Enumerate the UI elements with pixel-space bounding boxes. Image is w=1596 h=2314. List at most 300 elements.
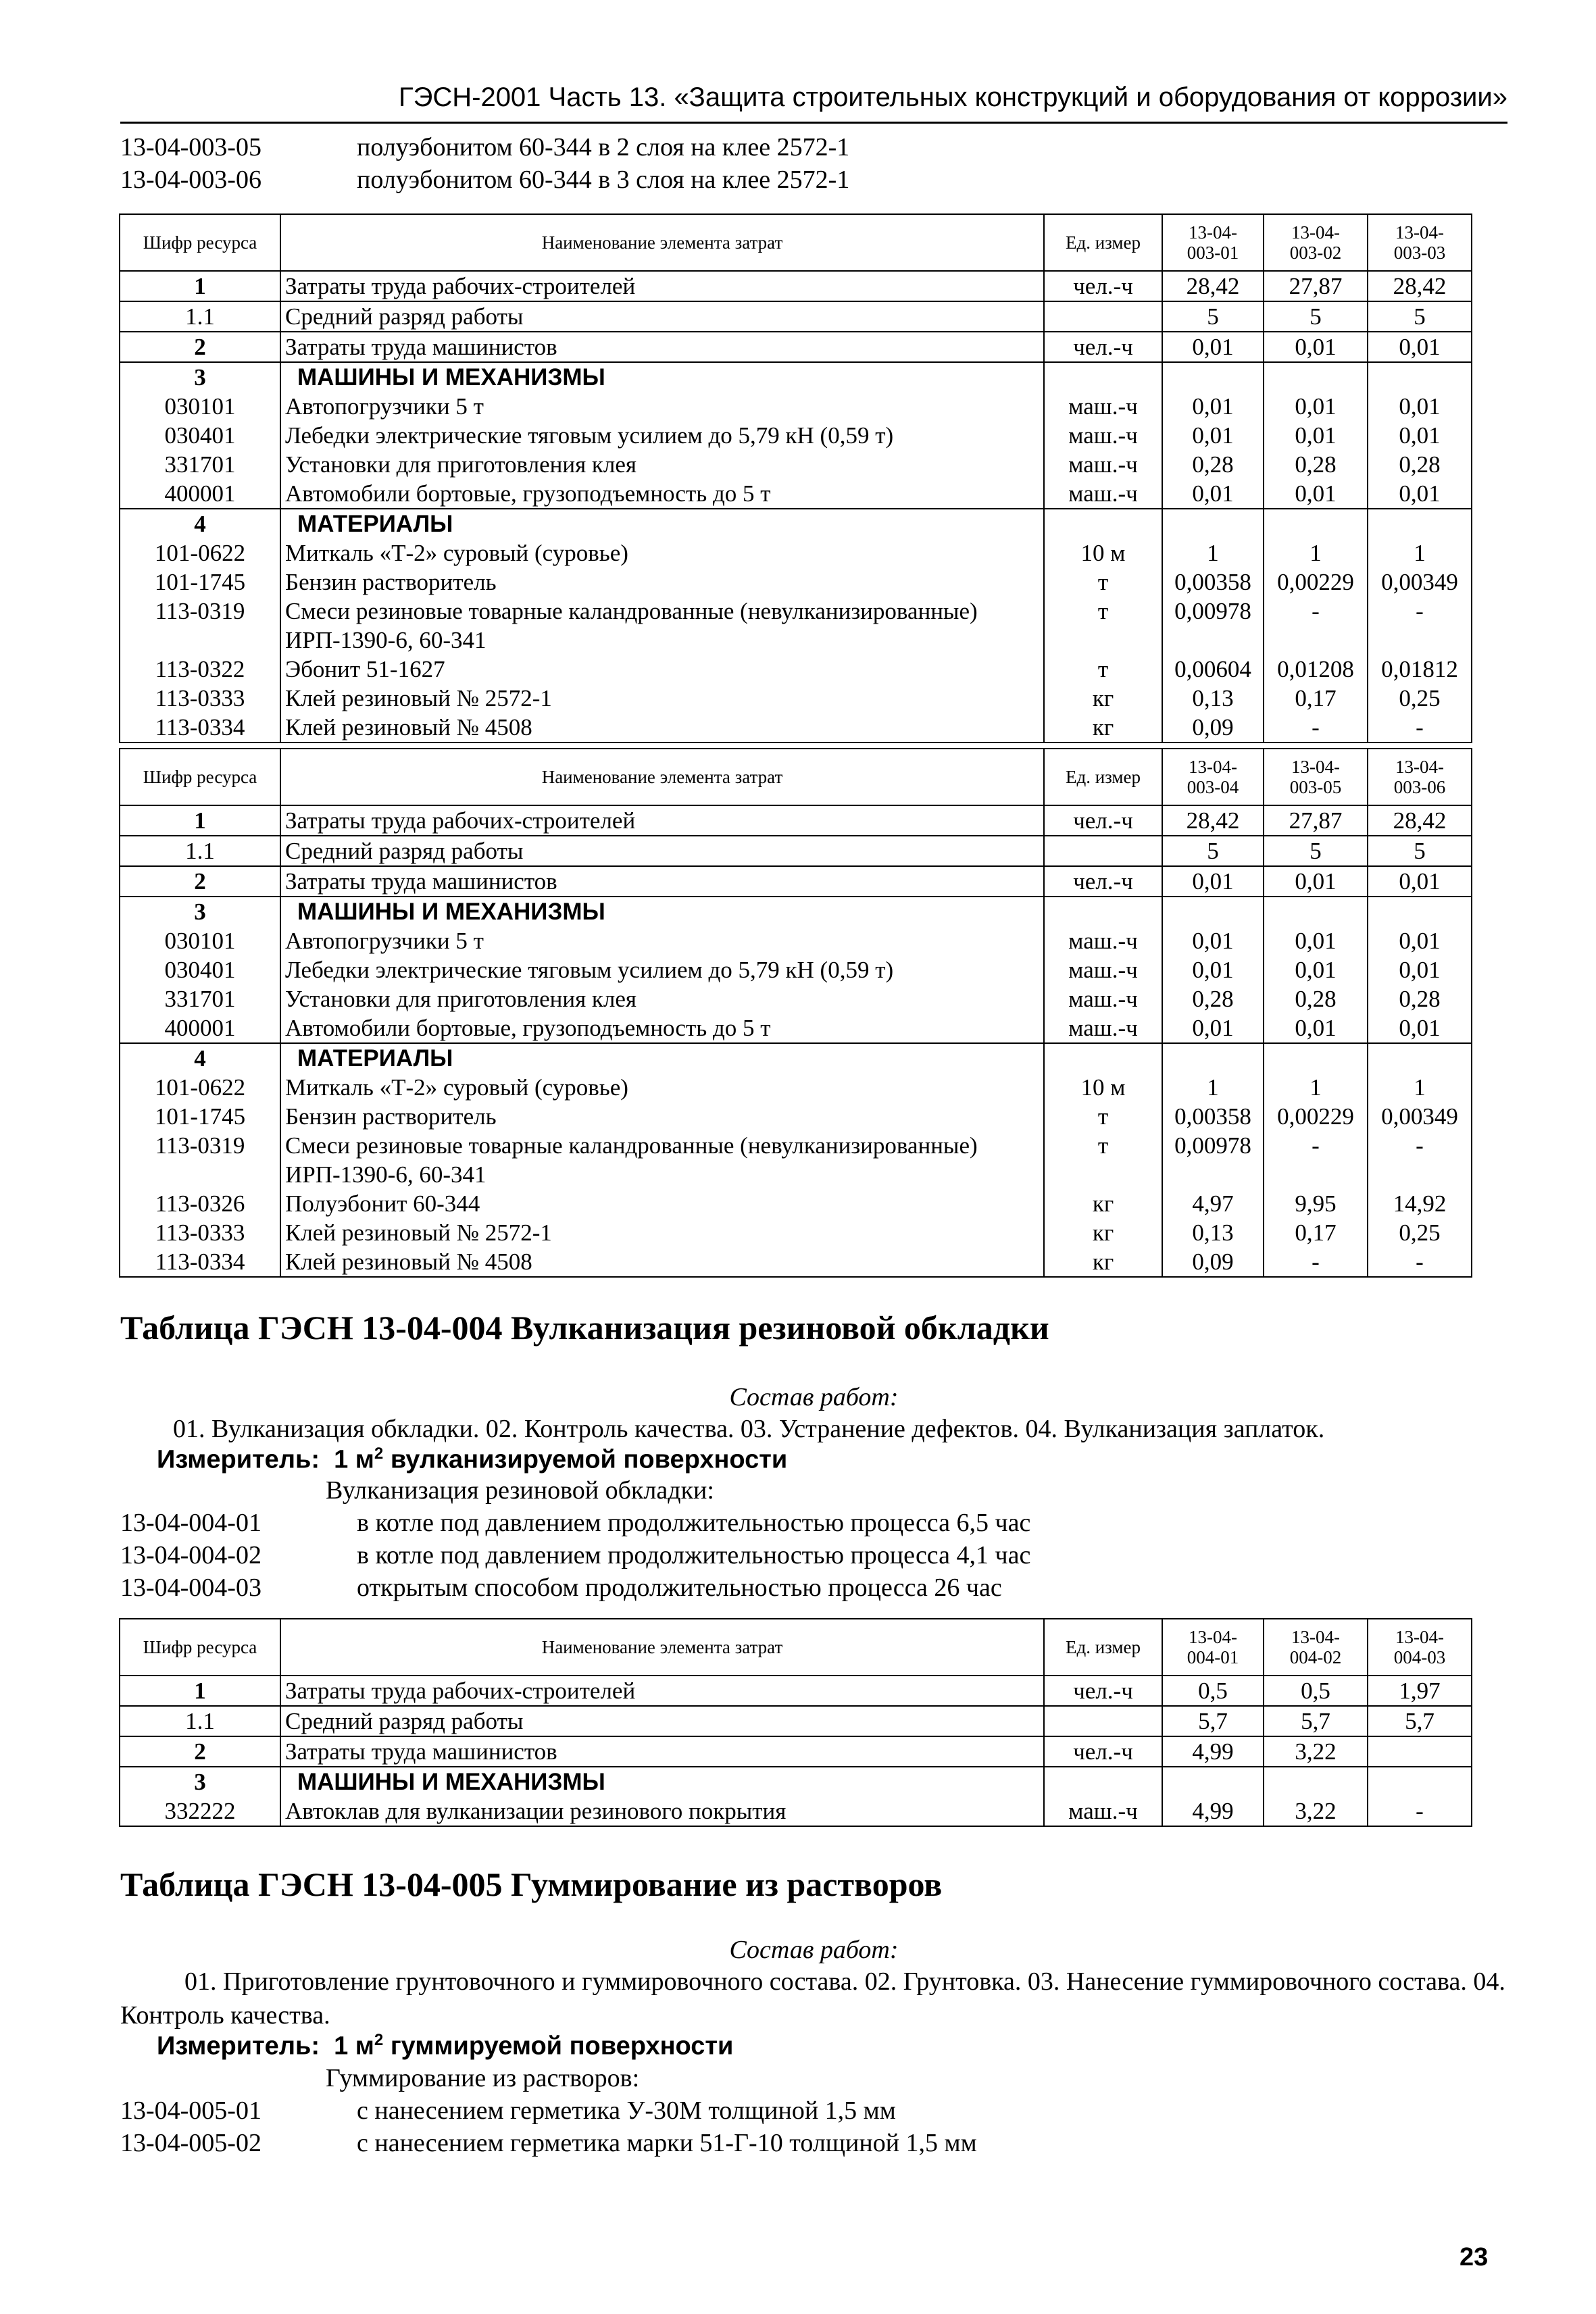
cell-value-2: 0,5 xyxy=(1264,1676,1368,1706)
cell-code: 113-0326 xyxy=(120,1189,280,1218)
cell-unit: чел.-ч xyxy=(1044,1736,1162,1767)
cell-code: 113-0334 xyxy=(120,1247,280,1277)
code-line-004 xyxy=(120,1540,1030,1570)
cell-value-1: 5 xyxy=(1162,301,1264,332)
cell-value-1: 0,01 xyxy=(1162,955,1264,984)
cell-code: 4 xyxy=(120,509,280,538)
cell-name: Автомобили бортовые, грузоподъемность до 5 т xyxy=(280,479,1044,509)
cell-code: 331701 xyxy=(120,984,280,1013)
resource-code: 13-04-003-05 xyxy=(120,133,261,161)
cell-value-3: 0,01 xyxy=(1368,926,1472,955)
table-row xyxy=(120,421,1472,450)
cell-name: Затраты труда машинистов xyxy=(280,866,1044,897)
composition-text-004: 01. Вулканизация обкладки. 02. Контроль качества. 03. Устранение дефектов. 04. Вулканизация заплаток. xyxy=(173,1415,1325,1443)
cell-value-1 xyxy=(1162,1767,1264,1796)
table-row xyxy=(120,713,1472,743)
cell-value-3: - xyxy=(1368,1247,1472,1277)
cell-value-2 xyxy=(1264,1160,1368,1189)
cell-unit: маш.-ч xyxy=(1044,479,1162,509)
table-row xyxy=(120,655,1472,684)
cell-value-3: 0,25 xyxy=(1368,1218,1472,1247)
cell-unit: кг xyxy=(1044,713,1162,743)
cell-value-2: 1 xyxy=(1264,1073,1368,1102)
header-unit: Ед. измер xyxy=(1044,214,1162,271)
table-row xyxy=(120,1796,1472,1826)
resource-code: 13-04-004-01 xyxy=(120,1509,261,1537)
cell-value-2 xyxy=(1264,626,1368,655)
cell-value-1 xyxy=(1162,1043,1264,1073)
cell-unit: чел.-ч xyxy=(1044,1676,1162,1706)
resource-code: 13-04-005-01 xyxy=(120,2096,261,2125)
cell-unit: 10 м xyxy=(1044,1073,1162,1102)
cell-value-2: 27,87 xyxy=(1264,805,1368,836)
subtitle-004: Вулканизация резиновой обкладки: xyxy=(326,1476,714,1505)
resource-description: полуэбонитом 60-344 в 3 слоя на клее 2572-1 xyxy=(357,166,850,194)
resource-description: открытым способом продолжительностью процесса 26 час xyxy=(357,1574,1002,1602)
cell-value-3: 0,01 xyxy=(1368,955,1472,984)
header-col-1: 13-04- 003-01 xyxy=(1162,214,1264,271)
table-row xyxy=(120,626,1472,655)
cell-code: 030101 xyxy=(120,392,280,421)
header-col-2: 13-04- 004-02 xyxy=(1264,1619,1368,1676)
cell-value-3: 5,7 xyxy=(1368,1706,1472,1736)
table-row xyxy=(120,836,1472,866)
cell-code: 113-0319 xyxy=(120,1131,280,1160)
cell-code: 2 xyxy=(120,332,280,362)
intro-code-line xyxy=(120,132,849,162)
cell-value-1: 0,00358 xyxy=(1162,568,1264,597)
header-code: Шифр ресурса xyxy=(120,1619,280,1676)
cell-unit: маш.-ч xyxy=(1044,392,1162,421)
measure-tail: гуммируемой поверхности xyxy=(390,2032,734,2061)
cell-value-2 xyxy=(1264,362,1368,392)
code-line-004 xyxy=(120,1508,1030,1538)
table-row xyxy=(120,805,1472,836)
cell-value-2: 0,01 xyxy=(1264,926,1368,955)
cell-unit xyxy=(1044,1767,1162,1796)
header-col-3: 13-04- 003-03 xyxy=(1368,214,1472,271)
cell-value-1: 1 xyxy=(1162,1073,1264,1102)
header-unit: Ед. измер xyxy=(1044,749,1162,805)
cell-value-2: 0,01 xyxy=(1264,866,1368,897)
cell-name: Полуэбонит 60-344 xyxy=(280,1189,1044,1218)
cell-code: 3 xyxy=(120,362,280,392)
table-row xyxy=(120,597,1472,626)
cell-value-2: 1 xyxy=(1264,538,1368,568)
cell-value-2: 5 xyxy=(1264,836,1368,866)
cell-name: Клей резиновый № 2572-1 xyxy=(280,1218,1044,1247)
cell-value-1: 0,01 xyxy=(1162,479,1264,509)
header-col-3: 13-04- 003-06 xyxy=(1368,749,1472,805)
cell-value-1: 0,01 xyxy=(1162,866,1264,897)
cell-name: Автопогрузчики 5 т xyxy=(280,392,1044,421)
cell-code: 113-0333 xyxy=(120,1218,280,1247)
running-header: ГЭСН-2001 Часть 13. «Защита строительных конструкций и оборудования от коррозии» xyxy=(398,82,1507,112)
cell-value-1: 4,99 xyxy=(1162,1796,1264,1826)
measure-value: 1 м xyxy=(334,2032,374,2061)
cell-value-3 xyxy=(1368,362,1472,392)
cell-code: 1 xyxy=(120,271,280,301)
subtitle-005: Гуммирование из растворов: xyxy=(326,2064,640,2092)
table-header-row xyxy=(120,749,1472,805)
cell-unit: чел.-ч xyxy=(1044,332,1162,362)
cell-value-2: 3,22 xyxy=(1264,1796,1368,1826)
header-code: Шифр ресурса xyxy=(120,214,280,271)
cell-value-2: 27,87 xyxy=(1264,271,1368,301)
page-number: 23 xyxy=(1460,2243,1489,2271)
cell-value-1: 0,00978 xyxy=(1162,1131,1264,1160)
table-row xyxy=(120,271,1472,301)
measure-sup: 2 xyxy=(374,2031,384,2049)
cell-value-1 xyxy=(1162,897,1264,926)
cell-value-3: 0,28 xyxy=(1368,450,1472,479)
cell-value-1: 0,01 xyxy=(1162,926,1264,955)
cell-value-1 xyxy=(1162,626,1264,655)
resource-description: в котле под давлением продолжительностью процесса 6,5 час xyxy=(357,1509,1031,1537)
cell-value-3 xyxy=(1368,1160,1472,1189)
cell-name: Эбонит 51-1627 xyxy=(280,655,1044,684)
cell-unit: кг xyxy=(1044,1189,1162,1218)
cell-value-3 xyxy=(1368,626,1472,655)
cell-value-3 xyxy=(1368,1043,1472,1073)
cell-value-2: 0,01208 xyxy=(1264,655,1368,684)
cell-unit: т xyxy=(1044,568,1162,597)
cell-value-3: 0,01 xyxy=(1368,392,1472,421)
header-name: Наименование элемента затрат xyxy=(280,214,1044,271)
cell-code: 1.1 xyxy=(120,301,280,332)
cell-code: 113-0322 xyxy=(120,655,280,684)
table-row xyxy=(120,1706,1472,1736)
cell-value-1: 0,09 xyxy=(1162,1247,1264,1277)
cell-value-1: 0,01 xyxy=(1162,392,1264,421)
cell-value-1: 5,7 xyxy=(1162,1706,1264,1736)
cell-value-1: 0,01 xyxy=(1162,421,1264,450)
cell-value-3: 0,25 xyxy=(1368,684,1472,713)
header-col-1: 13-04- 004-01 xyxy=(1162,1619,1264,1676)
cell-value-3 xyxy=(1368,1767,1472,1796)
cell-name: МАШИНЫ И МЕХАНИЗМЫ xyxy=(280,1767,1044,1796)
cell-name: МАТЕРИАЛЫ xyxy=(280,509,1044,538)
cell-code: 400001 xyxy=(120,1013,280,1043)
cell-unit: маш.-ч xyxy=(1044,1796,1162,1826)
cell-name: Лебедки электрические тяговым усилием до 5,79 кН (0,59 т) xyxy=(280,421,1044,450)
cell-unit xyxy=(1044,626,1162,655)
cell-name: ИРП-1390-6, 60-341 xyxy=(280,626,1044,655)
measure-005 xyxy=(157,2031,733,2061)
cell-value-3: 1 xyxy=(1368,1073,1472,1102)
intro-code-line xyxy=(120,165,849,195)
cell-unit: кг xyxy=(1044,684,1162,713)
cell-value-2: 0,01 xyxy=(1264,1013,1368,1043)
cell-name: Клей резиновый № 2572-1 xyxy=(280,684,1044,713)
cell-value-1: 0,00978 xyxy=(1162,597,1264,626)
cell-value-2: 0,01 xyxy=(1264,421,1368,450)
cell-unit xyxy=(1044,301,1162,332)
cell-unit: чел.-ч xyxy=(1044,805,1162,836)
cell-value-2: 0,28 xyxy=(1264,984,1368,1013)
table-row xyxy=(120,1189,1472,1218)
cell-code: 101-0622 xyxy=(120,538,280,568)
cell-name: Бензин растворитель xyxy=(280,1102,1044,1131)
cell-unit: маш.-ч xyxy=(1044,421,1162,450)
cell-value-3: 28,42 xyxy=(1368,271,1472,301)
cell-name: Средний разряд работы xyxy=(280,1706,1044,1736)
cell-value-2: - xyxy=(1264,597,1368,626)
measure-tail: вулканизируемой поверхности xyxy=(390,1445,788,1474)
cell-name: Автопогрузчики 5 т xyxy=(280,926,1044,955)
resource-description: в котле под давлением продолжительностью процесса 4,1 час xyxy=(357,1541,1031,1569)
cell-value-2: 0,00229 xyxy=(1264,1102,1368,1131)
cell-code: 332222 xyxy=(120,1796,280,1826)
cell-value-1: 0,01 xyxy=(1162,332,1264,362)
cell-value-3: 0,28 xyxy=(1368,984,1472,1013)
table-row xyxy=(120,479,1472,509)
cell-code: 3 xyxy=(120,1767,280,1796)
cell-unit: кг xyxy=(1044,1247,1162,1277)
header-unit: Ед. измер xyxy=(1044,1619,1162,1676)
cell-value-2: 0,01 xyxy=(1264,955,1368,984)
cell-value-1: 0,00604 xyxy=(1162,655,1264,684)
table-header-row xyxy=(120,214,1472,271)
cell-value-3: 0,01 xyxy=(1368,421,1472,450)
table-row xyxy=(120,1736,1472,1767)
table-header-row xyxy=(120,1619,1472,1676)
resource-code: 13-04-004-03 xyxy=(120,1574,261,1602)
cell-code: 1.1 xyxy=(120,1706,280,1736)
measure-sup: 2 xyxy=(374,1444,384,1463)
resource-code: 13-04-004-02 xyxy=(120,1541,261,1569)
table-row xyxy=(120,332,1472,362)
cell-value-3: - xyxy=(1368,597,1472,626)
table-row xyxy=(120,984,1472,1013)
cell-name: Клей резиновый № 4508 xyxy=(280,713,1044,743)
cell-value-2: 9,95 xyxy=(1264,1189,1368,1218)
cell-unit xyxy=(1044,509,1162,538)
cell-value-1 xyxy=(1162,509,1264,538)
cell-unit xyxy=(1044,897,1162,926)
cell-value-3: 0,01812 xyxy=(1368,655,1472,684)
measure-label: Измеритель: xyxy=(157,1445,320,1474)
cell-value-1: 28,42 xyxy=(1162,805,1264,836)
cell-value-3: 14,92 xyxy=(1368,1189,1472,1218)
cell-name: Лебедки электрические тяговым усилием до 5,79 кН (0,59 т) xyxy=(280,955,1044,984)
table-row xyxy=(120,1767,1472,1796)
cell-value-3: 0,01 xyxy=(1368,479,1472,509)
cell-code xyxy=(120,1160,280,1189)
cell-value-1: 0,13 xyxy=(1162,1218,1264,1247)
composition-title-004: Состав работ: xyxy=(729,1383,899,1411)
cell-value-2: 0,17 xyxy=(1264,684,1368,713)
cell-unit: кг xyxy=(1044,1218,1162,1247)
cell-value-2: 5 xyxy=(1264,301,1368,332)
composition-text-005: 01. Приготовление грунтовочного и гуммировочного состава. 02. Грунтовка. 03. Нанесение гуммировочного состава. 04. Контроль качества. xyxy=(120,1967,1505,2030)
cell-name: Затраты труда машинистов xyxy=(280,1736,1044,1767)
resource-code: 13-04-005-02 xyxy=(120,2129,261,2157)
cell-code: 331701 xyxy=(120,450,280,479)
cell-unit: чел.-ч xyxy=(1044,271,1162,301)
cell-value-3: 0,01 xyxy=(1368,332,1472,362)
cell-code xyxy=(120,626,280,655)
cell-value-2 xyxy=(1264,1043,1368,1073)
header-col-2: 13-04- 003-05 xyxy=(1264,749,1368,805)
cell-value-1: 4,99 xyxy=(1162,1736,1264,1767)
resource-description: с нанесением герметика марки 51-Г-10 толщиной 1,5 мм xyxy=(357,2129,977,2157)
cell-value-3: - xyxy=(1368,1131,1472,1160)
table-row xyxy=(120,450,1472,479)
cell-value-3 xyxy=(1368,1736,1472,1767)
section-title-005: Таблица ГЭСН 13-04-005 Гуммирование из растворов xyxy=(120,1865,943,1903)
cell-name: ИРП-1390-6, 60-341 xyxy=(280,1160,1044,1189)
cell-name: МАШИНЫ И МЕХАНИЗМЫ xyxy=(280,897,1044,926)
cell-unit: маш.-ч xyxy=(1044,1013,1162,1043)
table-row xyxy=(120,1073,1472,1102)
cell-name: Автоклав для вулканизации резинового покрытия xyxy=(280,1796,1044,1826)
table-row xyxy=(120,568,1472,597)
cell-unit: т xyxy=(1044,597,1162,626)
cell-value-1: 4,97 xyxy=(1162,1189,1264,1218)
table-row xyxy=(120,1160,1472,1189)
code-line-004 xyxy=(120,1573,1002,1603)
cell-value-1: 0,5 xyxy=(1162,1676,1264,1706)
table-row xyxy=(120,1676,1472,1706)
table-row xyxy=(120,301,1472,332)
cell-value-3 xyxy=(1368,897,1472,926)
section-title-004: Таблица ГЭСН 13-04-004 Вулканизация резиновой обкладки xyxy=(120,1309,1049,1347)
table-row xyxy=(120,684,1472,713)
measure-value: 1 м xyxy=(334,1445,374,1474)
cell-unit: 10 м xyxy=(1044,538,1162,568)
cell-unit xyxy=(1044,836,1162,866)
cell-value-1 xyxy=(1162,1160,1264,1189)
cell-value-1: 0,13 xyxy=(1162,684,1264,713)
cell-value-2 xyxy=(1264,1767,1368,1796)
cell-value-3: - xyxy=(1368,1796,1472,1826)
cost-table-003-04-06 xyxy=(119,748,1472,1278)
cell-value-2: 0,00229 xyxy=(1264,568,1368,597)
cell-value-2 xyxy=(1264,509,1368,538)
table-row xyxy=(120,866,1472,897)
cell-unit xyxy=(1044,1160,1162,1189)
resource-code: 13-04-003-06 xyxy=(120,166,261,194)
table-row xyxy=(120,1131,1472,1160)
cell-value-3: 5 xyxy=(1368,301,1472,332)
cell-value-1: 0,00358 xyxy=(1162,1102,1264,1131)
cell-name: МАШИНЫ И МЕХАНИЗМЫ xyxy=(280,362,1044,392)
cell-name: Затраты труда рабочих-строителей xyxy=(280,805,1044,836)
cell-code: 1.1 xyxy=(120,836,280,866)
table-row xyxy=(120,955,1472,984)
cell-code: 113-0319 xyxy=(120,597,280,626)
cell-value-2: 3,22 xyxy=(1264,1736,1368,1767)
code-line-005 xyxy=(120,2096,896,2126)
cell-value-3: 5 xyxy=(1368,836,1472,866)
cell-value-3: 0,00349 xyxy=(1368,568,1472,597)
cell-unit: маш.-ч xyxy=(1044,955,1162,984)
cell-unit xyxy=(1044,1043,1162,1073)
table-row xyxy=(120,538,1472,568)
table-row xyxy=(120,509,1472,538)
cell-value-1: 0,28 xyxy=(1162,984,1264,1013)
cell-value-3: 28,42 xyxy=(1368,805,1472,836)
cell-code: 101-1745 xyxy=(120,1102,280,1131)
cell-name: Установки для приготовления клея xyxy=(280,450,1044,479)
cell-code: 2 xyxy=(120,866,280,897)
header-name: Наименование элемента затрат xyxy=(280,749,1044,805)
table-row xyxy=(120,362,1472,392)
cell-code: 1 xyxy=(120,805,280,836)
cell-code: 2 xyxy=(120,1736,280,1767)
cell-value-2: 0,01 xyxy=(1264,332,1368,362)
cell-value-2: - xyxy=(1264,1131,1368,1160)
code-line-005 xyxy=(120,2128,977,2158)
cell-value-2: 0,28 xyxy=(1264,450,1368,479)
cell-value-1: 1 xyxy=(1162,538,1264,568)
table-row xyxy=(120,392,1472,421)
cell-code: 113-0333 xyxy=(120,684,280,713)
cell-value-2: 0,17 xyxy=(1264,1218,1368,1247)
cell-name: Миткаль «Т-2» суровый (суровье) xyxy=(280,538,1044,568)
cell-value-1 xyxy=(1162,362,1264,392)
cost-table-003-01-03 xyxy=(119,213,1472,743)
cell-unit: маш.-ч xyxy=(1044,926,1162,955)
cell-value-3: 1 xyxy=(1368,538,1472,568)
cell-value-1: 0,28 xyxy=(1162,450,1264,479)
cell-name: Клей резиновый № 4508 xyxy=(280,1247,1044,1277)
cell-value-1: 5 xyxy=(1162,836,1264,866)
cell-name: Установки для приготовления клея xyxy=(280,984,1044,1013)
header-name: Наименование элемента затрат xyxy=(280,1619,1044,1676)
cell-code: 4 xyxy=(120,1043,280,1073)
cell-name: Затраты труда рабочих-строителей xyxy=(280,271,1044,301)
table-row xyxy=(120,1218,1472,1247)
cell-name: Средний разряд работы xyxy=(280,836,1044,866)
header-code: Шифр ресурса xyxy=(120,749,280,805)
table-row xyxy=(120,1013,1472,1043)
cell-value-2: 0,01 xyxy=(1264,392,1368,421)
cell-name: Бензин растворитель xyxy=(280,568,1044,597)
cell-unit xyxy=(1044,1706,1162,1736)
cell-unit: т xyxy=(1044,1102,1162,1131)
cell-unit: маш.-ч xyxy=(1044,984,1162,1013)
cell-name: Автомобили бортовые, грузоподъемность до 5 т xyxy=(280,1013,1044,1043)
composition-title-005: Состав работ: xyxy=(729,1936,899,1964)
cell-name: Смеси резиновые товарные каландрованные (невулканизированные) xyxy=(280,1131,1044,1160)
cell-name: Миткаль «Т-2» суровый (суровье) xyxy=(280,1073,1044,1102)
cell-code: 400001 xyxy=(120,479,280,509)
cell-unit xyxy=(1044,362,1162,392)
cell-code: 101-1745 xyxy=(120,568,280,597)
header-col-1: 13-04- 003-04 xyxy=(1162,749,1264,805)
table-row xyxy=(120,1102,1472,1131)
cell-value-2: 5,7 xyxy=(1264,1706,1368,1736)
cell-code: 101-0622 xyxy=(120,1073,280,1102)
cell-code: 1 xyxy=(120,1676,280,1706)
cell-code: 030101 xyxy=(120,926,280,955)
cell-name: Средний разряд работы xyxy=(280,301,1044,332)
table-row xyxy=(120,897,1472,926)
cell-unit: т xyxy=(1044,1131,1162,1160)
cell-value-2: - xyxy=(1264,1247,1368,1277)
cell-value-2: - xyxy=(1264,713,1368,743)
cell-value-1: 0,01 xyxy=(1162,1013,1264,1043)
cell-value-3: 0,01 xyxy=(1368,866,1472,897)
cell-code: 030401 xyxy=(120,955,280,984)
cell-name: Смеси резиновые товарные каландрованные (невулканизированные) xyxy=(280,597,1044,626)
table-row xyxy=(120,926,1472,955)
cell-value-2 xyxy=(1264,897,1368,926)
measure-label: Измеритель: xyxy=(157,2032,320,2061)
cell-value-1: 0,09 xyxy=(1162,713,1264,743)
